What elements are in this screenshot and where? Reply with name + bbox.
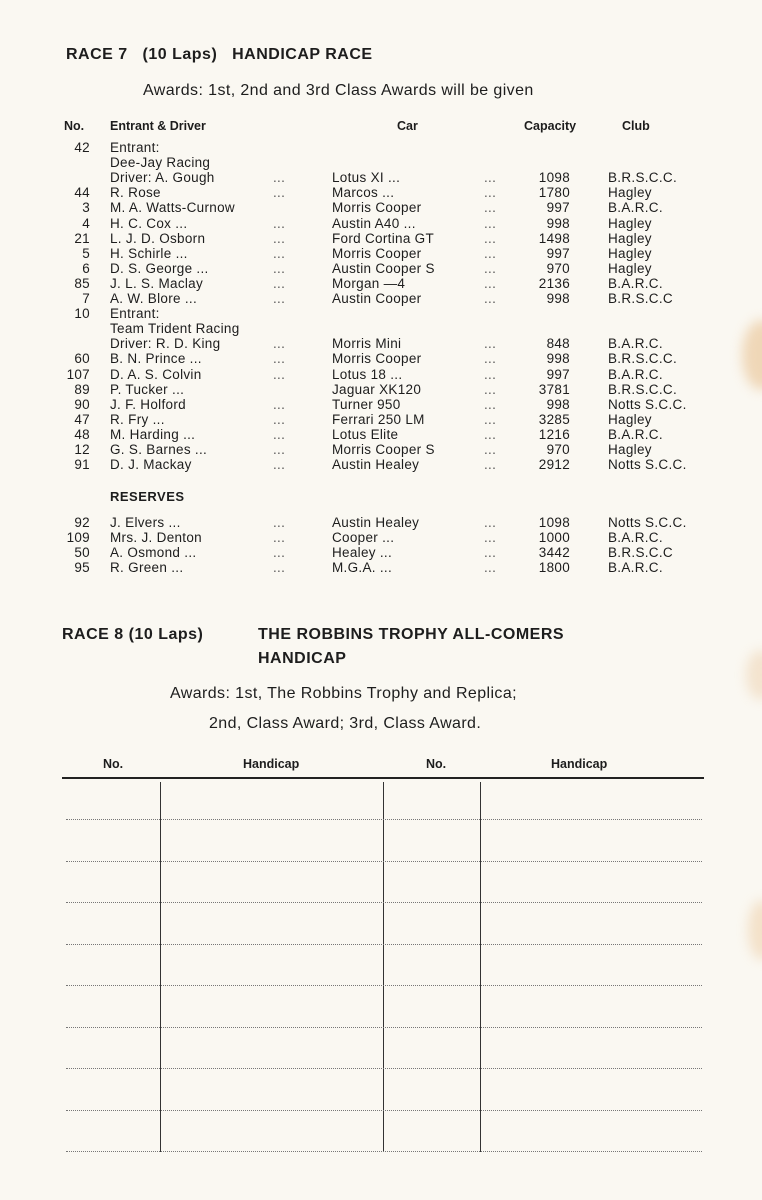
car-model: Morris Cooper S: [332, 442, 435, 457]
entry-row: [0, 545, 762, 560]
leader-dots: ...: [484, 170, 497, 186]
race7-laps: (10 Laps): [142, 46, 218, 63]
table-header-handicap-right: Handicap: [551, 757, 608, 771]
header-entrant: Entrant & Driver: [110, 119, 206, 133]
engine-capacity: 848: [546, 336, 570, 352]
entry-row: [0, 397, 762, 412]
race7-number: RACE 7: [66, 46, 128, 63]
entry-line: [66, 902, 702, 903]
header-car: Car: [397, 119, 418, 133]
leader-dots: ...: [484, 275, 497, 291]
engine-capacity: 997: [546, 245, 570, 261]
race7-awards: Awards: 1st, 2nd and 3rd Class Awards will be given: [143, 82, 534, 99]
engine-capacity: 997: [546, 200, 570, 216]
club-name: Hagley: [608, 411, 652, 427]
entrant-driver: Driver: R. D. King: [110, 336, 221, 352]
leader-dots: ...: [273, 336, 286, 352]
entrant-driver: H. C. Cox ...: [110, 215, 188, 231]
engine-capacity: 970: [546, 442, 570, 457]
engine-capacity: 998: [546, 351, 570, 367]
entry-row: [0, 382, 762, 397]
entry-line: [66, 861, 702, 862]
entry-row: [0, 427, 762, 442]
leader-dots: ...: [273, 366, 286, 382]
leader-dots: ...: [484, 366, 497, 382]
entrant-driver: H. Schirle ...: [110, 245, 188, 261]
entrant-driver: Entrant:: [110, 306, 160, 322]
entry-number: 42: [74, 140, 90, 155]
paper-stain: [748, 900, 762, 960]
club-name: Notts S.C.C.: [608, 457, 687, 473]
car-model: Lotus XI ...: [332, 170, 401, 186]
leader-dots: ...: [273, 545, 286, 561]
table-header-no-left: No.: [103, 757, 124, 771]
leader-dots: ...: [484, 442, 497, 457]
entry-row: [0, 306, 762, 321]
leader-dots: ...: [273, 215, 286, 231]
race8-title-line2: HANDICAP: [258, 650, 347, 667]
engine-capacity: 998: [546, 215, 570, 231]
entrant-driver: Driver: A. Gough: [110, 170, 215, 186]
club-name: B.A.R.C.: [608, 560, 663, 576]
engine-capacity: 1098: [538, 515, 570, 530]
entrant-driver: Mrs. J. Denton: [110, 530, 202, 546]
engine-capacity: 1498: [538, 230, 570, 246]
leader-dots: ...: [273, 230, 286, 246]
leader-dots: ...: [484, 411, 497, 427]
entry-number: 7: [82, 291, 90, 306]
table-column-divider: [480, 782, 481, 1152]
table-header-handicap-left: Handicap: [243, 757, 300, 771]
reserves-heading: RESERVES: [110, 489, 185, 504]
leader-dots: ...: [273, 396, 286, 412]
entry-row: [0, 560, 762, 575]
entry-number: 10: [74, 306, 90, 322]
entry-row: [0, 170, 762, 185]
entrant-driver: D. A. S. Colvin: [110, 366, 202, 382]
entrant-driver: J. L. S. Maclay: [110, 275, 204, 291]
car-model: Austin Healey: [332, 515, 420, 530]
leader-dots: ...: [484, 260, 497, 276]
entry-number: 21: [74, 230, 90, 246]
leader-dots: ...: [273, 457, 286, 473]
club-name: B.A.R.C.: [608, 426, 663, 442]
engine-capacity: 1780: [538, 185, 570, 201]
entrant-driver: G. S. Barnes ...: [110, 442, 208, 457]
car-model: Morris Cooper: [332, 351, 422, 367]
leader-dots: ...: [273, 260, 286, 276]
entry-row: [0, 261, 762, 276]
club-name: Hagley: [608, 185, 652, 201]
car-model: Lotus 18 ...: [332, 366, 403, 382]
engine-capacity: 3442: [538, 545, 570, 561]
car-model: Lotus Elite: [332, 426, 399, 442]
entrant-driver: Dee-Jay Racing: [110, 155, 211, 171]
car-model: Ford Cortina GT: [332, 230, 435, 246]
leader-dots: ...: [273, 426, 286, 442]
car-model: Austin A40 ...: [332, 215, 416, 231]
header-club: Club: [622, 119, 650, 133]
leader-dots: ...: [273, 515, 286, 530]
entry-row: [0, 276, 762, 291]
leader-dots: ...: [484, 200, 497, 216]
entrant-driver: R. Fry ...: [110, 411, 165, 427]
race7-name: HANDICAP RACE: [232, 46, 373, 63]
entrant-driver: D. J. Mackay: [110, 457, 192, 473]
race8-number: RACE 8 (10 Laps): [62, 626, 204, 643]
table-column-divider: [160, 782, 161, 1152]
entry-number: 91: [74, 457, 90, 473]
engine-capacity: 2136: [538, 275, 570, 291]
entry-line: [66, 944, 702, 945]
entry-line: [66, 819, 702, 820]
table-header-rule: [62, 777, 704, 779]
race8-awards-line1: Awards: 1st, The Robbins Trophy and Replica;: [170, 685, 517, 702]
entry-line: [66, 1068, 702, 1069]
race8-title-line1: THE ROBBINS TROPHY ALL-COMERS: [258, 626, 565, 643]
entry-number: 109: [66, 530, 90, 546]
entry-line: [66, 1027, 702, 1028]
car-model: Jaguar XK120: [332, 381, 422, 397]
leader-dots: ...: [484, 185, 497, 201]
entry-row: [0, 291, 762, 306]
entry-row: [0, 185, 762, 200]
entry-row: [0, 336, 762, 351]
entry-number: 95: [74, 560, 90, 576]
leader-dots: ...: [484, 230, 497, 246]
club-name: B.A.R.C.: [608, 200, 663, 216]
car-model: Morris Cooper: [332, 245, 422, 261]
entrant-driver: M. Harding ...: [110, 426, 196, 442]
entry-number: 48: [74, 426, 90, 442]
entrant-driver: M. A. Watts-Curnow: [110, 200, 235, 216]
club-name: B.R.S.C.C.: [608, 381, 678, 397]
club-name: B.A.R.C.: [608, 336, 663, 352]
engine-capacity: 970: [546, 260, 570, 276]
table-column-divider: [383, 782, 384, 1152]
entrant-driver: R. Rose: [110, 185, 161, 201]
car-model: Ferrari 250 LM: [332, 411, 425, 427]
car-model: Marcos ...: [332, 185, 395, 201]
engine-capacity: 998: [546, 396, 570, 412]
leader-dots: ...: [484, 530, 497, 546]
car-model: Morgan —4: [332, 275, 406, 291]
entry-row: [0, 140, 762, 155]
club-name: B.R.S.C.C: [608, 545, 673, 561]
leader-dots: ...: [273, 185, 286, 201]
entrant-driver: J. F. Holford: [110, 396, 186, 412]
entry-number: 44: [74, 185, 90, 201]
entrant-driver: P. Tucker ...: [110, 381, 185, 397]
leader-dots: ...: [273, 275, 286, 291]
club-name: Hagley: [608, 230, 652, 246]
entry-row: [0, 515, 762, 530]
club-name: B.R.S.C.C.: [608, 351, 678, 367]
leader-dots: ...: [273, 442, 286, 457]
engine-capacity: 998: [546, 291, 570, 306]
engine-capacity: 3781: [538, 381, 570, 397]
entry-number: 89: [74, 381, 90, 397]
car-model: Turner 950: [332, 396, 401, 412]
club-name: Notts S.C.C.: [608, 515, 687, 530]
entrant-driver: Team Trident Racing: [110, 321, 240, 337]
entrant-driver: A. W. Blore ...: [110, 291, 198, 306]
car-model: Austin Healey: [332, 457, 420, 473]
entrant-driver: A. Osmond ...: [110, 545, 197, 561]
entry-row: [0, 155, 762, 170]
engine-capacity: 1098: [538, 170, 570, 186]
leader-dots: ...: [484, 457, 497, 473]
entrant-driver: B. N. Prince ...: [110, 351, 202, 367]
leader-dots: ...: [484, 545, 497, 561]
entry-row: [0, 412, 762, 427]
entry-number: 107: [66, 366, 90, 382]
entry-row: [0, 457, 762, 472]
car-model: Cooper ...: [332, 530, 395, 546]
entry-number: 4: [82, 215, 90, 231]
race8-awards-line2: 2nd, Class Award; 3rd, Class Award.: [209, 715, 482, 732]
table-header-no-right: No.: [426, 757, 447, 771]
leader-dots: ...: [273, 351, 286, 367]
entrant-driver: J. Elvers ...: [110, 515, 181, 530]
entry-line: [66, 1110, 702, 1111]
race7-title: [66, 46, 373, 64]
leader-dots: ...: [273, 411, 286, 427]
club-name: Notts S.C.C.: [608, 396, 687, 412]
leader-dots: ...: [273, 170, 286, 186]
leader-dots: ...: [484, 291, 497, 306]
car-model: Austin Cooper S: [332, 260, 435, 276]
leader-dots: ...: [484, 560, 497, 576]
entry-number: 47: [74, 411, 90, 427]
club-name: B.A.R.C.: [608, 366, 663, 382]
entry-row: [0, 367, 762, 382]
car-model: Healey ...: [332, 545, 393, 561]
entry-number: 85: [74, 275, 90, 291]
entry-line: [66, 985, 702, 986]
entry-number: 90: [74, 396, 90, 412]
leader-dots: ...: [484, 215, 497, 231]
club-name: B.R.S.C.C.: [608, 170, 678, 186]
entry-row: [0, 530, 762, 545]
leader-dots: ...: [273, 291, 286, 306]
engine-capacity: 997: [546, 366, 570, 382]
club-name: B.A.R.C.: [608, 530, 663, 546]
entry-row: [0, 351, 762, 366]
entry-number: 12: [74, 442, 90, 457]
entry-number: 3: [82, 200, 90, 216]
leader-dots: ...: [484, 381, 497, 397]
entrant-driver: L. J. D. Osborn: [110, 230, 206, 246]
leader-dots: ...: [273, 530, 286, 546]
entry-number: 60: [74, 351, 90, 367]
club-name: B.R.S.C.C: [608, 291, 673, 306]
entrant-driver: Entrant:: [110, 140, 160, 155]
leader-dots: ...: [273, 560, 286, 576]
leader-dots: ...: [484, 336, 497, 352]
entry-row: [0, 231, 762, 246]
club-name: Hagley: [608, 260, 652, 276]
car-model: Morris Mini: [332, 336, 402, 352]
leader-dots: ...: [484, 515, 497, 530]
entrant-driver: D. S. George ...: [110, 260, 209, 276]
entry-row: [0, 321, 762, 336]
engine-capacity: 1000: [538, 530, 570, 546]
entry-number: 6: [82, 260, 90, 276]
club-name: Hagley: [608, 215, 652, 231]
paper-stain: [746, 650, 762, 700]
club-name: Hagley: [608, 442, 652, 457]
club-name: Hagley: [608, 245, 652, 261]
engine-capacity: 2912: [538, 457, 570, 473]
engine-capacity: 1216: [538, 426, 570, 442]
entry-row: [0, 246, 762, 261]
header-no: No.: [64, 119, 85, 133]
car-model: Morris Cooper: [332, 200, 422, 216]
leader-dots: ...: [484, 426, 497, 442]
leader-dots: ...: [484, 351, 497, 367]
leader-dots: ...: [484, 396, 497, 412]
header-capacity: Capacity: [524, 119, 577, 133]
entry-line: [66, 1151, 702, 1152]
leader-dots: ...: [273, 245, 286, 261]
car-model: Austin Cooper: [332, 291, 422, 306]
entry-number: 92: [74, 515, 90, 530]
leader-dots: ...: [484, 245, 497, 261]
engine-capacity: 3285: [538, 411, 570, 427]
club-name: B.A.R.C.: [608, 275, 663, 291]
entry-number: 50: [74, 545, 90, 561]
entry-row: [0, 200, 762, 215]
entry-row: [0, 216, 762, 231]
entry-row: [0, 442, 762, 457]
engine-capacity: 1800: [538, 560, 570, 576]
entry-number: 5: [82, 245, 90, 261]
entrant-driver: R. Green ...: [110, 560, 184, 576]
car-model: M.G.A. ...: [332, 560, 393, 576]
